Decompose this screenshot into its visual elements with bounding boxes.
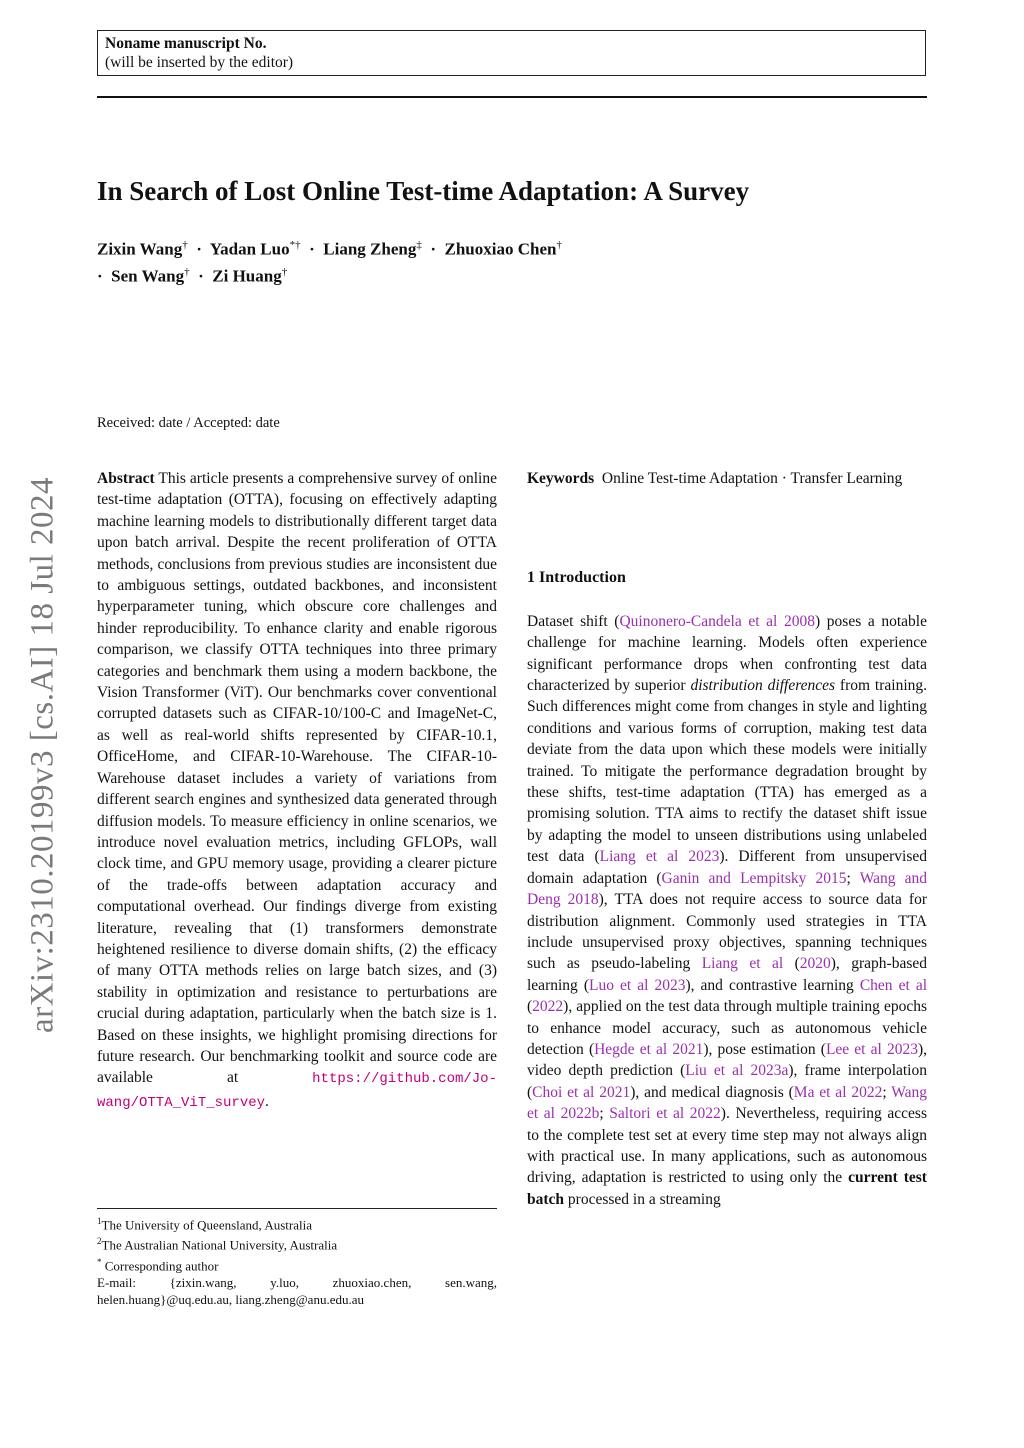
intro-text: ) poses a notable challenge for machine learning. Models often experience significant performance drops when confronting test data characterized by superior bbox=[527, 612, 927, 695]
footnote-mark: 2 bbox=[97, 1236, 102, 1247]
intro-text: ), frame interpolation ( bbox=[527, 1062, 927, 1101]
intro-text: ( bbox=[527, 998, 533, 1016]
arxiv-stamp-text: arXiv:2310.20199v3 [cs.AI] 18 Jul 2024 bbox=[24, 476, 61, 1034]
footnote-affiliation-1 bbox=[97, 1213, 497, 1233]
author-name: Sen Wang bbox=[111, 266, 185, 286]
author-separator: · bbox=[97, 266, 103, 286]
citation-link[interactable]: Saltori et al 2022 bbox=[609, 1105, 721, 1123]
author-name: Yadan Luo bbox=[209, 239, 290, 259]
footnote-text: The University of Queensland, Australia bbox=[101, 1217, 312, 1233]
paper-title: In Search of Lost Online Test-time Adaptation: A Survey bbox=[97, 176, 750, 206]
affiliation-mark: ‡ bbox=[416, 239, 422, 251]
citation-link[interactable]: 2020 bbox=[799, 955, 831, 973]
footnote-text: Corresponding author bbox=[104, 1257, 219, 1273]
citation-link[interactable]: Hegde et al 2021 bbox=[594, 1040, 704, 1058]
abstract-heading: Abstract bbox=[97, 470, 155, 487]
received-accepted-line: Received: date / Accepted: date bbox=[97, 415, 280, 431]
author-list bbox=[97, 234, 927, 287]
keywords-text: Online Test-time Adaptation · Transfer Learning bbox=[601, 470, 903, 487]
intro-text: ), pose estimation ( bbox=[703, 1040, 826, 1058]
citation-link[interactable]: Luo et al 2023 bbox=[589, 976, 686, 994]
manuscript-number-label: Noname manuscript No. bbox=[105, 35, 267, 52]
intro-text: ), TTA does not require access to source data for distribution alignment. Commonly used strategies in TTA include unsupervised proxy objectives, spanning techniques such as pseudo-labeling bbox=[527, 891, 927, 973]
source-code-link[interactable]: https://github.com/Jo-wang/OTTA_ViT_survey bbox=[97, 1071, 497, 1111]
citation-link[interactable]: Chen et al bbox=[859, 976, 928, 994]
intro-text: ), graph-based learning ( bbox=[527, 955, 928, 994]
header-rule bbox=[97, 96, 927, 98]
author-name: Zhuoxiao Chen bbox=[444, 239, 557, 259]
citation-link[interactable]: Liang et al 2023 bbox=[599, 848, 720, 866]
intro-text: ). Different from unsupervised domain adaptation ( bbox=[527, 848, 927, 887]
footnote-mark: 1 bbox=[97, 1216, 102, 1226]
author-separator: · bbox=[198, 266, 204, 286]
footnote-email: E-mail: {zixin.wang, y.luo, zhuoxiao.chen, sen.wang, helen.huang}@uq.edu.au, liang.zheng@anu.edu.au bbox=[97, 1274, 497, 1307]
intro-text: ; bbox=[846, 869, 860, 887]
intro-text: ), and contrastive learning bbox=[685, 976, 860, 994]
abstract bbox=[97, 468, 497, 1114]
citation-link[interactable]: Liang et al bbox=[701, 955, 784, 973]
intro-text: ). Nevertheless, requiring access to the complete test set at every time step may not always align with practical use. In many applications, such as autonomous driving, adaptation is restricted to using only the bbox=[527, 1105, 927, 1187]
author-separator: · bbox=[430, 239, 437, 259]
intro-text: Dataset shift ( bbox=[527, 612, 620, 630]
abstract-end: . bbox=[265, 1092, 269, 1110]
author-separator: · bbox=[309, 239, 315, 259]
citation-link[interactable]: Quinonero-Candela et al 2008 bbox=[619, 612, 815, 630]
intro-text: processed in a streaming bbox=[564, 1190, 721, 1208]
introduction-paragraph bbox=[527, 611, 927, 1210]
section-heading-introduction: 1 Introduction bbox=[527, 569, 626, 587]
citation-link[interactable]: Lee et al 2023 bbox=[825, 1040, 918, 1058]
citation-link[interactable]: Wang et al 2022b bbox=[527, 1083, 927, 1123]
keywords-heading: Keywords bbox=[527, 470, 595, 487]
footnote-text: The Australian National University, Australia bbox=[101, 1237, 338, 1253]
footnote-affiliation-2 bbox=[97, 1233, 497, 1253]
footnotes bbox=[97, 1213, 497, 1308]
author-name: Zixin Wang bbox=[97, 239, 183, 259]
intro-text: ; bbox=[882, 1083, 892, 1101]
author-separator: · bbox=[196, 239, 202, 259]
editor-note: (will be inserted by the editor) bbox=[105, 54, 294, 71]
intro-text: ), and medical diagnosis ( bbox=[630, 1083, 794, 1101]
intro-bold: current test batch bbox=[527, 1169, 927, 1208]
intro-text: ), video depth prediction ( bbox=[527, 1040, 927, 1080]
citation-link[interactable]: Ganin and Lempitsky 2015 bbox=[661, 869, 847, 887]
citation-link[interactable]: Choi et al 2021 bbox=[532, 1083, 631, 1101]
manuscript-header-box bbox=[97, 30, 926, 76]
affiliation-mark: † bbox=[182, 239, 188, 251]
intro-text: ; bbox=[599, 1105, 610, 1123]
footnote-mark: * bbox=[97, 1256, 102, 1267]
citation-link[interactable]: 2022 bbox=[532, 998, 564, 1016]
author-name: Liang Zheng bbox=[323, 239, 417, 259]
citation-link[interactable]: Liu et al 2023a bbox=[685, 1062, 789, 1080]
right-column bbox=[527, 468, 927, 1210]
citation-link[interactable]: Wang and Deng 2018 bbox=[527, 869, 928, 909]
intro-emphasis: distribution differences bbox=[690, 677, 836, 695]
affiliation-mark: † bbox=[556, 239, 562, 251]
intro-text: ), applied on the test data through multiple training epochs to enhance model accuracy, such as autonomous vehicle detection ( bbox=[527, 998, 927, 1058]
footnote-rule bbox=[97, 1208, 497, 1209]
keywords bbox=[527, 468, 927, 489]
abstract-text: This article presents a comprehensive survey of online test-time adaptation (OTTA), focusing on effectively adapting machine learning models to distributionally different target data upon batch arrival. Despite the recent proliferation of OTTA methods, conclusions from previous studies are inconsistent due to ambiguous settings, outdated backbones, and inconsistent hyperparameter tuning, which obscure core challenges and hinder reproducibility. To enhance clarity and enable rigorous comparison, we classify OTTA techniques into three primary categories and benchmark them using a modern backbone, the Vision Transformer (ViT). Our benchmarks cover conventional corrupted datasets such as CIFAR-10/100-C and ImageNet-C, as well as real-world shifts represented by CIFAR-10.1, OfficeHome, and CIFAR-10-Warehouse. The CIFAR-10-Warehouse dataset includes a variety of variations from different search engines and synthesized data generated through diffusion models. To measure efficiency in online scenarios, we introduce novel evaluation metrics, including GFLOPs, wall clock time, and GPU memory usage, providing a clearer picture of the trade-offs between adaptation accuracy and computational overhead. Our findings diverge from existing literature, revealing that (1) transformers demonstrate heightened resilience to diverse domain shifts, (2) the efficacy of many OTTA methods relies on large batch sizes, and (3) stability in optimization and resistance to perturbations are crucial during adaptation, particularly when the batch size is 1. Based on these insights, we highlight promising directions for future research. Our benchmarking toolkit and source code are available at bbox=[97, 470, 497, 1087]
affiliation-mark: † bbox=[281, 265, 288, 278]
footnote-corresponding bbox=[97, 1254, 497, 1274]
author-name: Zi Huang bbox=[212, 266, 282, 286]
affiliation-mark: † bbox=[184, 265, 190, 278]
intro-text: from training. Such differences might come from changes in style and lighting conditions and various forms of corruption, making test data deviate from the data upon which these models were initially trained. To mitigate the performance degradation brought by these shifts, test-time adaptation (TTA) has emerged as a promising solution. TTA aims to rectify the dataset shift issue by adapting the model to unseen distributions using unlabeled test data ( bbox=[527, 677, 927, 866]
affiliation-mark: *† bbox=[289, 239, 301, 251]
intro-text: ( bbox=[783, 955, 800, 973]
citation-link[interactable]: Ma et al 2022 bbox=[793, 1083, 883, 1101]
